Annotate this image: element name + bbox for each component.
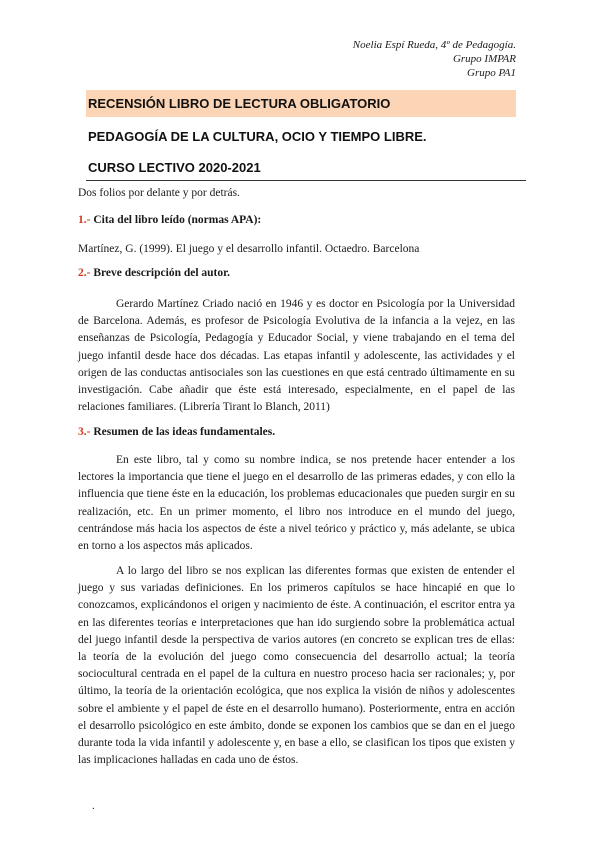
section-heading-3 — [78, 426, 275, 438]
section-title: Cita del libro leído (normas APA): — [93, 214, 262, 226]
section-heading-2 — [78, 267, 230, 279]
intro-note: Dos folios por delante y por detrás. — [78, 187, 240, 199]
author-subgroup: Grupo PA1 — [467, 67, 516, 79]
section-number: 1.- — [78, 214, 91, 226]
author-description: Gerardo Martínez Criado nació en 1946 y es doctor en Psicología por la Universidad de Barcelona. Además, es profesor de Psicología Evolutiva de la infancia a la vejez, en las enseñanzas de Psicología, Pedagogía y Educador Social, y viene trabajando en el tema del juego infantil desde hace dos décadas. Las etapas infantil y adolescente, las actividades y el origen de las conductas antisociales son las cuestiones en que está centrado últimamente en su investigación. Cabe añadir que éste está interesado, especialmente, en el papel de las relaciones familiares. (Librería Tirant lo Blanch, 2011) — [78, 298, 515, 414]
section-title: Breve descripción del autor. — [93, 267, 231, 279]
section-title: Resumen de las ideas fundamentales. — [93, 426, 276, 438]
document-title: RECENSIÓN LIBRO DE LECTURA OBLIGATORIO — [88, 96, 391, 111]
section-heading-1 — [78, 214, 261, 226]
section-number: 2.- — [78, 267, 91, 279]
author-group: Grupo IMPAR — [452, 53, 516, 65]
course-subject: PEDAGOGÍA DE LA CULTURA, OCIO Y TIEMPO LIBRE. — [88, 129, 427, 144]
book-citation: Martínez, G. (1999). El juego y el desarrollo infantil. Octaedro. Barcelona — [78, 243, 420, 255]
summary-paragraph-1: En este libro, tal y como su nombre indica, se nos pretende hacer entender a los lectores la importancia que tiene el juego en el desarrollo de las primeras edades, y con ello la influencia que tiene éste en la educación, los problemas educacionales que pueden surgir en su realización, etc. En un primer momento, el libro nos introduce en el mundo del juego, centrándose más hacia los aspectos de éste a nivel teórico y práctico y, más adelante, se ubica en torno a los aspectos más aplicados. — [78, 454, 515, 553]
course-year: CURSO LECTIVO 2020-2021 — [88, 160, 261, 175]
author-info — [353, 38, 516, 80]
author-name: Noelia Espí Rueda, 4º de Pedagogía. — [352, 39, 516, 51]
header-divider — [86, 180, 526, 181]
summary-paragraph-2: A lo largo del libro se nos explican las diferentes formas que existen de entender el juego y sus variadas definiciones. En los primeros capítulos se hace hincapié en que lo conozcamos, explicándonos el origen y nacimiento de éste. A continuación, el escritor entra ya en las diferentes teorías e interpretaciones que han ido surgiendo sobre la problemática actual del juego infantil desde la perspectiva de varios autores (en concreto se explican tres de ellas: la teoría de la evolución del juego como consecuencia del desarrollo actual; la teoría sociocultural centrada en el papel de la cultura en nuestro proceso hacia ser racionales; y, por último, la teoría de la orientación ecológica, que nos explica la visión de niños y adolescentes sobre el ambiente y el papel de éste en el desarrollo humano). Posteriormente, entra en acción el desarrollo psicológico en este ámbito, donde se exponen los cambios que se dan en el juego durante toda la vida infantil y adolescente y, en base a ello, se clasifican los tipos que existen y las implicaciones halladas en cada uno de éstos. — [78, 565, 515, 767]
section-number: 3.- — [78, 426, 91, 438]
footer-mark: . — [92, 800, 95, 812]
